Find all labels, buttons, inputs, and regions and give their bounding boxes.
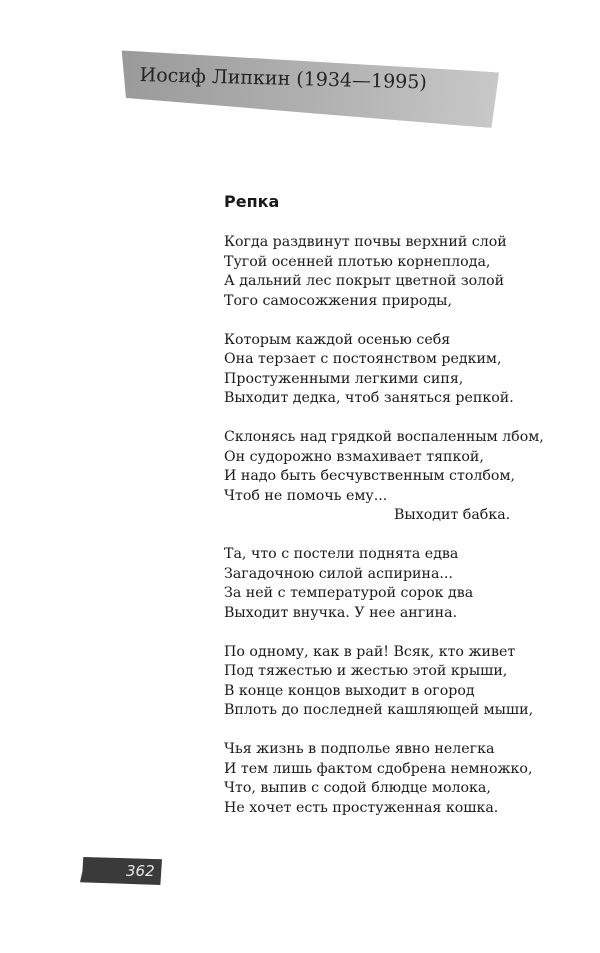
poem-line: Чтоб не помочь ему... [224, 487, 388, 504]
poem-line: Склонясь над грядкой воспаленным лбом, [224, 429, 544, 445]
stanza [224, 545, 544, 623]
stanza-gap [224, 623, 544, 643]
stanza [224, 428, 544, 526]
poem-line: Выходит бабка. [394, 507, 511, 523]
poem-line: За ней с температурой сорок два [224, 585, 474, 601]
poem-line: И надо быть бесчувственным столбом, [224, 468, 516, 484]
poem-line: Выходит дедка, чтоб заняться репкой. [224, 390, 514, 406]
stanza [224, 643, 544, 721]
poem-line: По одному, как в рай! Всяк, кто живет [224, 643, 516, 660]
stanza [224, 331, 544, 409]
poem-line: Того самосожжения природы, [224, 292, 452, 309]
poem-line: Когда раздвинут почвы верхний слой [224, 234, 507, 250]
poem-line: Чья жизнь в подполье явно нелегка [224, 741, 495, 757]
poem-line: Он судорожно взмахивает тяпкой, [224, 448, 484, 465]
poem-line: Выходит внучка. У нее ангина. [224, 604, 458, 621]
poem-line: Простуженными легкими сипя, [224, 370, 464, 387]
poem-line: И тем лишь фактом сдобрена немножко, [224, 760, 533, 777]
stanza [224, 740, 544, 818]
poem-line: А дальний лес покрыт цветной золой [224, 273, 505, 289]
poem-title: Репка [224, 192, 280, 211]
stanza-gap [224, 409, 544, 429]
poem-line: Не хочет есть простуженная кошка. [224, 799, 499, 816]
poem-line: Загадочною силой аспирина... [224, 565, 453, 582]
poem-body [224, 233, 544, 818]
stanza-gap [224, 526, 544, 546]
poem-line: Вплоть до последней кашляющей мыши, [224, 702, 534, 718]
poem-line: Тугой осенней плотью корнеплода, [224, 253, 491, 270]
author-heading: Иосиф Липкин (1934—1995) [139, 64, 428, 94]
poem-line: Она терзает с постоянством редким, [224, 351, 502, 367]
page-number: 362 [126, 862, 155, 880]
poem-line: Которым каждой осенью себя [224, 331, 451, 348]
poem-line: Под тяжестью и жестью этой крыши, [224, 663, 508, 679]
stanza-gap [224, 311, 544, 331]
poem-line: Что, выпив с содой блюдце молока, [224, 780, 491, 796]
stanza-gap [224, 721, 544, 741]
poem-line: В конце концов выходит в огород [224, 682, 475, 699]
stanza [224, 233, 544, 311]
poem-line: Та, что с постели поднята едва [224, 546, 459, 562]
